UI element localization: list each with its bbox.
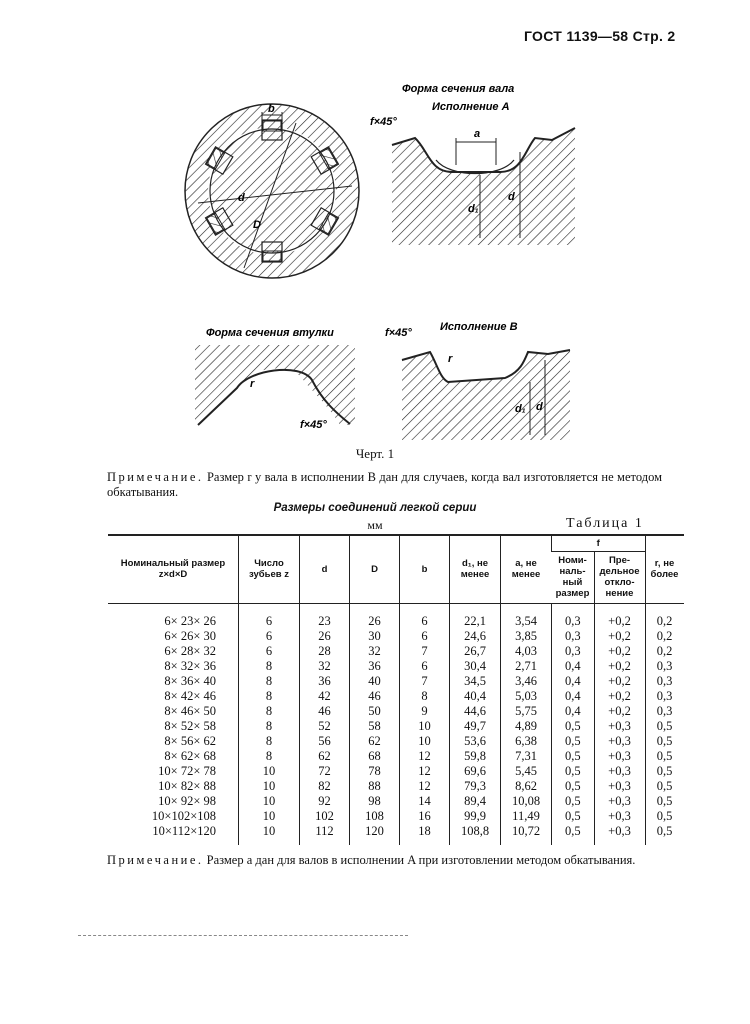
table-cell: 26 [350,603,400,629]
table-cell: 7,31 [501,749,552,764]
table-cell: +0,3 [594,719,645,734]
dim-b-label: b [268,103,275,115]
table-cell: 44,6 [450,704,501,719]
table-cell: 0,4 [552,704,595,719]
table-row [108,689,684,704]
table-cell: +0,2 [594,659,645,674]
table-cell: 10 [400,734,450,749]
table-cell: 98 [350,794,400,809]
table-cell: +0,3 [594,809,645,824]
table-cell: 7 [400,644,450,659]
table-cell: 6 [239,603,300,629]
table-cell: 8,62 [501,779,552,794]
table-cell: 6 [400,629,450,644]
table-cell: +0,2 [594,644,645,659]
table-cell: 11,49 [501,809,552,824]
table-cell: 40,4 [450,689,501,704]
table-cell: 42 [300,689,350,704]
table-cell: 92 [300,794,350,809]
table-cell: +0,2 [594,689,645,704]
spline-drawings [0,0,750,470]
table-cell: 72 [300,764,350,779]
header-D: D [350,535,400,603]
table-cell: 8 [239,689,300,704]
table-row [108,779,684,794]
table-cell: 26 [300,629,350,644]
table-cell: 6× 28× 32 [164,643,216,658]
table-cell: 0,3 [645,704,684,719]
table-cell: 112 [300,824,350,845]
table-cell: 32 [300,659,350,674]
table-cell: 8 [400,689,450,704]
table-cell: 3,54 [501,603,552,629]
table-cell: 32 [350,644,400,659]
table-cell: 62 [300,749,350,764]
table-cell: +0,3 [594,734,645,749]
table-cell: 0,4 [552,674,595,689]
table-cell: 36 [300,674,350,689]
table-cell: 30 [350,629,400,644]
table-cell: 6× 23× 26 [164,613,216,628]
table-cell: 16 [400,809,450,824]
table-cell: 10 [239,794,300,809]
table-cell: 0,2 [645,629,684,644]
table-row [108,824,684,845]
svg-text:f×45°: f×45° [370,116,397,128]
svg-text:r: r [250,378,255,390]
note-1: Примечание. Размер r у вала в исполнении В дан для случаев, когда вал изготовляется не методом обкатывания. [107,470,662,499]
table-cell: +0,3 [594,779,645,794]
table-cell: 0,5 [645,719,684,734]
table-cell: 6× 26× 30 [164,628,216,643]
table-row [108,629,684,644]
table-cell: 8× 36× 40 [164,673,216,688]
shaft-cross-section [185,103,359,278]
svg-text:a: a [474,128,481,140]
table-cell: 5,45 [501,764,552,779]
table-row [108,719,684,734]
table-cell: 69,6 [450,764,501,779]
table-cell: 0,3 [552,603,595,629]
table-cell: 3,46 [501,674,552,689]
table-cell: 0,5 [552,749,595,764]
table-row [108,794,684,809]
shaft-profile-version-a [370,83,575,245]
table-cell: 79,3 [450,779,501,794]
header-d: d [300,535,350,603]
svg-text:Форма сечения втулки: Форма сечения втулки [206,327,334,339]
table-cell: 10 [239,779,300,794]
table-row [108,603,684,629]
table-cell: 0,3 [552,644,595,659]
table-cell: 0,5 [552,794,595,809]
header-a: a, не менее [501,535,552,603]
table-cell: 99,9 [450,809,501,824]
table-cell: +0,3 [594,749,645,764]
table-cell: 28 [300,644,350,659]
table-cell: 102 [300,809,350,824]
table-cell: 8 [239,719,300,734]
table-cell: 36 [350,659,400,674]
table-cell: 8 [239,749,300,764]
table-cell: 46 [300,704,350,719]
table-cell: 0,4 [552,689,595,704]
table-cell: 0,5 [645,809,684,824]
svg-text:d: d [238,192,245,204]
svg-text:Исполнение В: Исполнение В [440,321,518,333]
table-cell: 12 [400,749,450,764]
table-row [108,764,684,779]
table-cell: 8× 46× 50 [164,703,216,718]
table-cell: 82 [300,779,350,794]
table-cell: 8× 52× 58 [164,718,216,733]
table-cell: 30,4 [450,659,501,674]
table-cell: 0,5 [552,764,595,779]
header-r: r, не более [645,535,684,603]
table-cell: +0,2 [594,603,645,629]
table-cell: 88 [350,779,400,794]
bushing-profile [195,327,355,431]
table-cell: 10× 72× 78 [158,763,216,778]
table-cell: +0,2 [594,674,645,689]
table-row [108,644,684,659]
table-cell: 0,3 [645,674,684,689]
table-cell: 23 [300,603,350,629]
svg-text:D: D [253,219,261,231]
table-cell: 24,6 [450,629,501,644]
table-cell: 58 [350,719,400,734]
table-cell: 0,5 [552,824,595,845]
table-cell: +0,3 [594,824,645,845]
header-f-deviation: Пре-дельное откло-нение [594,551,645,603]
table-cell: 78 [350,764,400,779]
table-cell: 2,71 [501,659,552,674]
table-row [108,749,684,764]
table-cell: 10× 92× 98 [158,793,216,808]
table-cell: 0,4 [552,659,595,674]
table-cell: 120 [350,824,400,845]
table-cell: 6 [239,629,300,644]
table-cell: 40 [350,674,400,689]
table-cell: 0,2 [645,603,684,629]
table-cell: 6 [400,603,450,629]
table-cell: 22,1 [450,603,501,629]
table-cell: 108 [350,809,400,824]
table-cell: 10×102×108 [151,808,216,823]
svg-text:Исполнение А: Исполнение А [432,101,510,113]
table-number: Таблица 1 [566,516,644,531]
table-cell: 8× 62× 68 [164,748,216,763]
table-cell: 9 [400,704,450,719]
table-cell: 8 [239,674,300,689]
table-cell: 108,8 [450,824,501,845]
header-b: b [400,535,450,603]
table-cell: 0,5 [645,749,684,764]
table-cell: 8× 42× 46 [164,688,216,703]
table-cell: 4,03 [501,644,552,659]
page-header: ГОСТ 1139—58 Стр. 2 [524,28,676,44]
shaft-profile-version-b [385,321,570,440]
figure-caption: Черт. 1 [355,446,395,461]
table-row [108,659,684,674]
table-row [108,674,684,689]
table-cell: 18 [400,824,450,845]
divider [78,935,408,936]
table-cell: 6 [239,644,300,659]
table-cell: 8 [239,704,300,719]
table-cell: 10 [239,809,300,824]
table-cell: +0,2 [594,704,645,719]
table-cell: 0,5 [645,779,684,794]
svg-text:r: r [448,353,453,365]
table-units: мм [367,518,383,532]
table-cell: 89,4 [450,794,501,809]
svg-text:Форма сечения вала: Форма сечения вала [402,83,515,95]
table-cell: 10 [239,824,300,845]
table-cell: 56 [300,734,350,749]
table-cell: 10×112×120 [152,823,216,838]
svg-text:f×45°: f×45° [300,419,327,431]
table-cell: 8 [239,734,300,749]
svg-text:f×45°: f×45° [385,327,412,339]
spline-table [108,534,684,845]
table-cell: +0,3 [594,764,645,779]
header-size: Номинальный размер z×d×D [108,535,239,603]
header-f-nominal: Номи-наль-ный размер [552,551,595,603]
table-cell: 0,5 [552,719,595,734]
table-cell: 50 [350,704,400,719]
table-row [108,704,684,719]
table-cell: 8 [239,659,300,674]
svg-text:d: d [536,401,543,413]
table-cell: 10× 82× 88 [158,778,216,793]
table-cell: 0,5 [552,779,595,794]
table-cell: 0,3 [645,659,684,674]
table-cell: 12 [400,764,450,779]
table-cell: 3,85 [501,629,552,644]
table-cell: 7 [400,674,450,689]
table-cell: 14 [400,794,450,809]
table-cell: 10 [239,764,300,779]
table-cell: 6,38 [501,734,552,749]
svg-text:d: d [508,191,515,203]
table-cell: 0,5 [645,824,684,845]
note-2: Примечание. Размер a дан для валов в исполнении A при изготовлении методом обкатывания. [107,853,636,867]
table-cell: 0,5 [645,794,684,809]
table-cell: 5,75 [501,704,552,719]
svg-text:d₁: d₁ [468,203,479,215]
header-teeth: Число зубьев z [239,535,300,603]
svg-text:d₁: d₁ [515,403,526,415]
table-cell: 59,8 [450,749,501,764]
table-cell: 34,5 [450,674,501,689]
table-cell: 62 [350,734,400,749]
table-cell: 26,7 [450,644,501,659]
table-cell: 10 [400,719,450,734]
table-cell: 0,5 [645,764,684,779]
table-cell: 5,03 [501,689,552,704]
table-cell: 49,7 [450,719,501,734]
table-cell: 6 [400,659,450,674]
table-cell: 0,3 [552,629,595,644]
table-cell: 52 [300,719,350,734]
table-cell: 0,5 [645,734,684,749]
table-cell: 8× 32× 36 [164,658,216,673]
table-cell: 12 [400,779,450,794]
header-d1: d₁, не менее [450,535,501,603]
table-cell: 53,6 [450,734,501,749]
table-cell: 4,89 [501,719,552,734]
table-cell: 10,72 [501,824,552,845]
table-row [108,734,684,749]
table-cell: 8× 56× 62 [164,733,216,748]
table-cell: 0,5 [552,734,595,749]
table-cell: 46 [350,689,400,704]
header-f: f [552,535,646,551]
table-cell: 0,2 [645,644,684,659]
table-row [108,809,684,824]
table-cell: +0,2 [594,629,645,644]
table-cell: 68 [350,749,400,764]
table-cell: +0,3 [594,794,645,809]
table-cell: 0,5 [552,809,595,824]
table-cell: 0,3 [645,689,684,704]
table-cell: 10,08 [501,794,552,809]
table-title: Размеры соединений легкой серии [273,502,477,514]
